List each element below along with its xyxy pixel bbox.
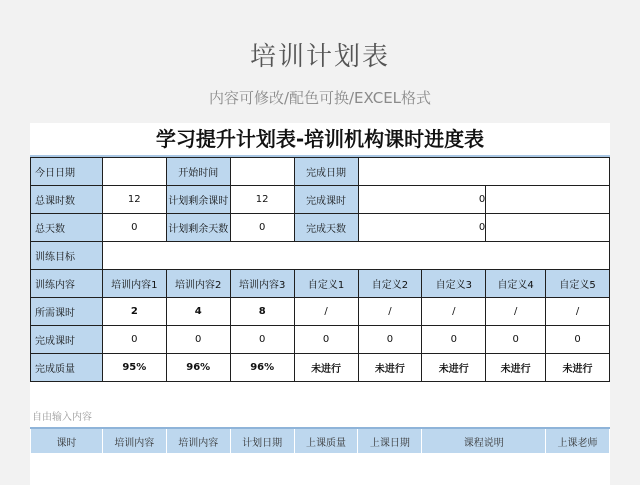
column-header[interactable]: 上课老师 <box>546 428 610 454</box>
done-date-label: 完成日期 <box>294 158 358 186</box>
done-days-label: 完成天数 <box>294 214 358 242</box>
done-hours-label: 完成课时 <box>294 186 358 214</box>
column-header[interactable]: 课时 <box>31 428 103 454</box>
done-hours-empty[interactable] <box>486 186 610 214</box>
total-hours-cell[interactable]: 12 <box>102 186 166 214</box>
today-label: 今日日期 <box>31 158 103 186</box>
free-input-label: 自由输入内容 <box>32 412 92 423</box>
row-quality <box>31 354 610 382</box>
content-cell[interactable]: 自定义2 <box>358 270 422 298</box>
quality-cell[interactable]: 95% <box>102 354 166 382</box>
completed-cell[interactable]: 0 <box>294 326 358 354</box>
start-label: 开始时间 <box>166 158 230 186</box>
content-cell[interactable]: 自定义1 <box>294 270 358 298</box>
content-cell[interactable]: 自定义5 <box>546 270 610 298</box>
required-cell[interactable]: / <box>294 298 358 326</box>
page-title: 培训计划表 <box>249 42 390 72</box>
remaining-days-cell[interactable]: 0 <box>230 214 294 242</box>
column-header[interactable]: 培训内容 <box>102 428 166 454</box>
completed-cell[interactable]: 0 <box>166 326 230 354</box>
quality-cell[interactable]: 未进行 <box>486 354 546 382</box>
completed-cell[interactable]: 0 <box>422 326 486 354</box>
row-goal <box>31 242 610 270</box>
quality-cell[interactable]: 96% <box>166 354 230 382</box>
completed-cell[interactable]: 0 <box>102 326 166 354</box>
row-completed <box>31 326 610 354</box>
start-cell[interactable] <box>230 158 294 186</box>
remaining-hours-label: 计划剩余课时 <box>166 186 230 214</box>
completed-cell[interactable]: 0 <box>358 326 422 354</box>
total-days-label: 总天数 <box>31 214 103 242</box>
quality-cell[interactable]: 未进行 <box>546 354 610 382</box>
content-cell[interactable]: 培训内容3 <box>230 270 294 298</box>
remaining-hours-cell[interactable]: 12 <box>230 186 294 214</box>
goal-cell[interactable] <box>102 242 609 270</box>
quality-cell[interactable]: 96% <box>230 354 294 382</box>
required-cell[interactable]: / <box>422 298 486 326</box>
done-days-empty[interactable] <box>486 214 610 242</box>
completed-cell[interactable]: 0 <box>486 326 546 354</box>
content-label: 训练内容 <box>31 270 103 298</box>
done-hours-cell[interactable]: 0 <box>358 186 486 214</box>
column-header[interactable]: 课程说明 <box>422 428 546 454</box>
required-label: 所需课时 <box>31 298 103 326</box>
required-cell[interactable]: 2 <box>102 298 166 326</box>
content-cell[interactable]: 自定义4 <box>486 270 546 298</box>
column-header[interactable]: 计划日期 <box>230 428 294 454</box>
completed-cell[interactable]: 0 <box>230 326 294 354</box>
column-header[interactable]: 上课质量 <box>294 428 358 454</box>
required-cell[interactable]: / <box>358 298 422 326</box>
schedule-header-table <box>30 427 610 454</box>
spreadsheet <box>30 123 610 485</box>
quality-cell[interactable]: 未进行 <box>294 354 358 382</box>
completed-label: 完成课时 <box>31 326 103 354</box>
row-hours <box>31 186 610 214</box>
row-required <box>31 298 610 326</box>
required-cell[interactable]: / <box>546 298 610 326</box>
row-days <box>31 214 610 242</box>
content-cell[interactable]: 培训内容1 <box>102 270 166 298</box>
required-cell[interactable]: / <box>486 298 546 326</box>
remaining-days-label: 计划剩余天数 <box>166 214 230 242</box>
total-days-cell[interactable]: 0 <box>102 214 166 242</box>
required-cell[interactable]: 4 <box>166 298 230 326</box>
schedule-header-row <box>31 428 610 454</box>
row-content <box>31 270 610 298</box>
column-header[interactable]: 培训内容 <box>166 428 230 454</box>
column-header[interactable]: 上课日期 <box>358 428 422 454</box>
quality-label: 完成质量 <box>31 354 103 382</box>
done-date-cell[interactable] <box>358 158 610 186</box>
today-cell[interactable] <box>102 158 166 186</box>
done-days-cell[interactable]: 0 <box>358 214 486 242</box>
quality-cell[interactable]: 未进行 <box>358 354 422 382</box>
row-dates <box>31 158 610 186</box>
total-hours-label: 总课时数 <box>31 186 103 214</box>
quality-cell[interactable]: 未进行 <box>422 354 486 382</box>
required-cell[interactable]: 8 <box>230 298 294 326</box>
content-cell[interactable]: 自定义3 <box>422 270 486 298</box>
goal-label: 训练目标 <box>31 242 103 270</box>
completed-cell[interactable]: 0 <box>546 326 610 354</box>
content-cell[interactable]: 培训内容2 <box>166 270 230 298</box>
page-subtitle: 内容可修改/配色可换/EXCEL格式 <box>208 89 432 107</box>
sheet-title: 学习提升计划表-培训机构课时进度表 <box>155 127 485 151</box>
progress-table <box>30 157 610 382</box>
